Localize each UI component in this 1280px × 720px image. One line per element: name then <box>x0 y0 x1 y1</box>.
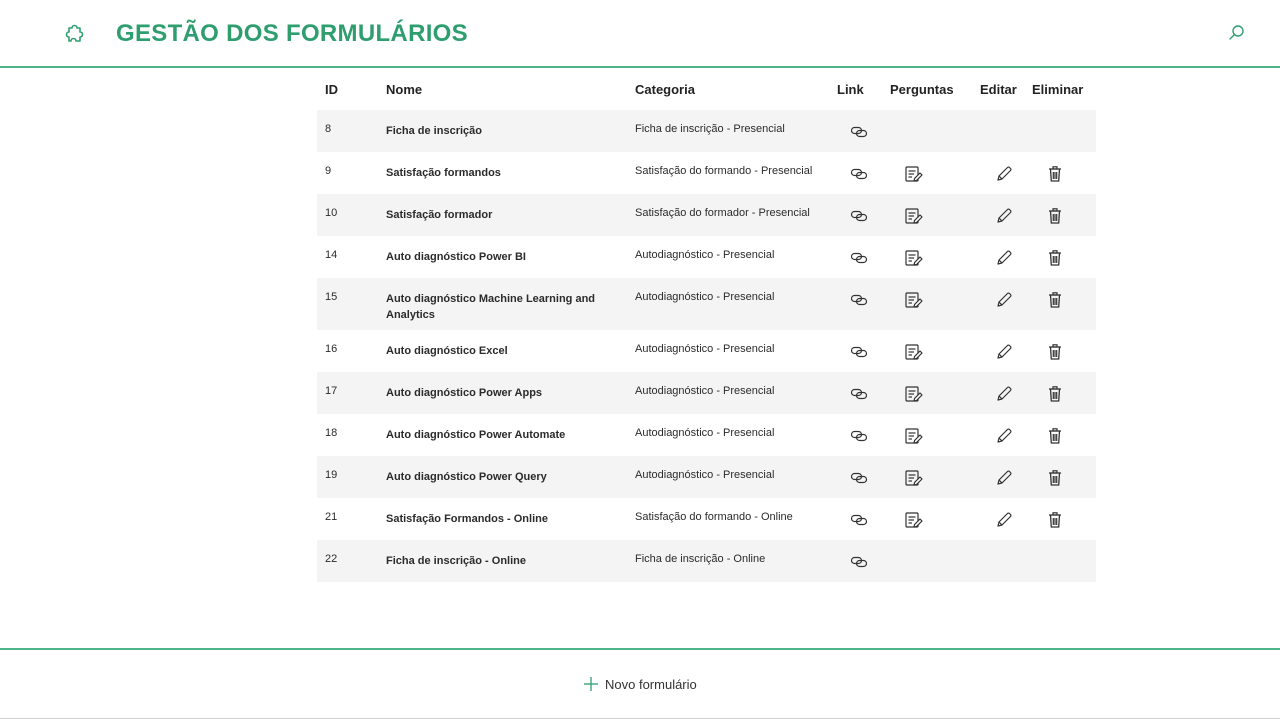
questions-icon[interactable] <box>903 468 923 488</box>
link-icon[interactable] <box>849 206 869 226</box>
delete-icon[interactable] <box>1045 426 1065 446</box>
edit-icon[interactable] <box>994 510 1014 530</box>
row-id: 16 <box>325 343 338 355</box>
questions-icon[interactable] <box>903 342 923 362</box>
row-id: 22 <box>325 553 338 565</box>
row-name: Satisfação formador <box>386 209 493 221</box>
header-delete: Eliminar <box>1032 82 1084 97</box>
table-row <box>317 498 1096 540</box>
header-link: Link <box>837 82 864 97</box>
new-form-button[interactable] <box>583 676 697 692</box>
table-row <box>317 236 1096 278</box>
link-icon[interactable] <box>849 426 869 446</box>
link-icon[interactable] <box>849 122 869 142</box>
puzzle-icon <box>60 22 88 50</box>
table-row <box>317 414 1096 456</box>
edit-icon[interactable] <box>994 164 1014 184</box>
row-name: Auto diagnóstico Power BI <box>386 251 526 263</box>
row-category: Autodiagnóstico - Presencial <box>635 291 775 303</box>
row-name: Auto diagnóstico Machine Learning and Analytics <box>386 293 596 321</box>
row-name: Ficha de inscrição <box>386 125 482 137</box>
edit-icon[interactable] <box>994 468 1014 488</box>
row-category: Autodiagnóstico - Presencial <box>635 427 775 439</box>
header-questions: Perguntas <box>890 82 954 97</box>
questions-icon[interactable] <box>903 510 923 530</box>
row-category: Ficha de inscrição - Online <box>635 553 766 565</box>
edit-icon[interactable] <box>994 248 1014 268</box>
plus-icon <box>583 676 599 692</box>
row-category: Autodiagnóstico - Presencial <box>635 385 775 397</box>
row-name: Satisfação Formandos - Online <box>386 513 548 525</box>
header-id: ID <box>325 82 338 97</box>
questions-icon[interactable] <box>903 290 923 310</box>
delete-icon[interactable] <box>1045 290 1065 310</box>
row-name: Auto diagnóstico Power Apps <box>386 387 543 399</box>
row-category: Autodiagnóstico - Presencial <box>635 343 775 355</box>
row-id: 18 <box>325 427 338 439</box>
row-id: 14 <box>325 249 338 261</box>
table-row <box>317 372 1096 414</box>
row-category: Autodiagnóstico - Presencial <box>635 249 775 261</box>
questions-icon[interactable] <box>903 206 923 226</box>
table-row <box>317 540 1096 582</box>
edit-icon[interactable] <box>994 290 1014 310</box>
row-name: Auto diagnóstico Excel <box>386 345 508 357</box>
delete-icon[interactable] <box>1045 164 1065 184</box>
table-row <box>317 456 1096 498</box>
link-icon[interactable] <box>849 290 869 310</box>
header-edit: Editar <box>980 82 1017 97</box>
table-row <box>317 110 1096 152</box>
link-icon[interactable] <box>849 510 869 530</box>
questions-icon[interactable] <box>903 384 923 404</box>
delete-icon[interactable] <box>1045 342 1065 362</box>
row-name: Ficha de inscrição - Online <box>386 555 526 567</box>
search-icon[interactable] <box>1228 24 1246 42</box>
delete-icon[interactable] <box>1045 510 1065 530</box>
row-id: 8 <box>325 123 332 135</box>
link-icon[interactable] <box>849 384 869 404</box>
edit-icon[interactable] <box>994 206 1014 226</box>
link-icon[interactable] <box>849 552 869 572</box>
row-id: 15 <box>325 291 338 303</box>
row-name: Satisfação formandos <box>386 167 501 179</box>
edit-icon[interactable] <box>994 384 1014 404</box>
row-id: 10 <box>325 207 338 219</box>
row-category: Satisfação do formador - Presencial <box>635 207 810 219</box>
row-id: 9 <box>325 165 332 177</box>
header-name: Nome <box>386 82 423 97</box>
table-row <box>317 152 1096 194</box>
table-header <box>317 70 1110 110</box>
table-row <box>317 278 1096 330</box>
delete-icon[interactable] <box>1045 248 1065 268</box>
bottom-divider <box>0 718 1280 719</box>
row-id: 19 <box>325 469 338 481</box>
edit-icon[interactable] <box>994 426 1014 446</box>
table-row <box>317 330 1096 372</box>
row-id: 21 <box>325 511 338 523</box>
row-category: Autodiagnóstico - Presencial <box>635 469 775 481</box>
row-name: Auto diagnóstico Power Automate <box>386 429 566 441</box>
link-icon[interactable] <box>849 248 869 268</box>
row-id: 17 <box>325 385 338 397</box>
questions-icon[interactable] <box>903 426 923 446</box>
delete-icon[interactable] <box>1045 384 1065 404</box>
questions-icon[interactable] <box>903 164 923 184</box>
table-body <box>317 110 1110 582</box>
link-icon[interactable] <box>849 468 869 488</box>
link-icon[interactable] <box>849 164 869 184</box>
row-category: Satisfação do formando - Presencial <box>635 165 813 177</box>
header-bar <box>0 0 1280 68</box>
row-category: Satisfação do formando - Online <box>635 511 793 523</box>
header-category: Categoria <box>635 82 695 97</box>
forms-table <box>317 70 1110 582</box>
edit-icon[interactable] <box>994 342 1014 362</box>
page-title: GESTÃO DOS FORMULÁRIOS <box>116 20 468 47</box>
footer-divider <box>0 648 1280 650</box>
questions-icon[interactable] <box>903 248 923 268</box>
new-form-label: Novo formulário <box>605 676 697 692</box>
row-name: Auto diagnóstico Power Query <box>386 471 547 483</box>
delete-icon[interactable] <box>1045 468 1065 488</box>
delete-icon[interactable] <box>1045 206 1065 226</box>
link-icon[interactable] <box>849 342 869 362</box>
table-row <box>317 194 1096 236</box>
row-category: Ficha de inscrição - Presencial <box>635 123 785 135</box>
